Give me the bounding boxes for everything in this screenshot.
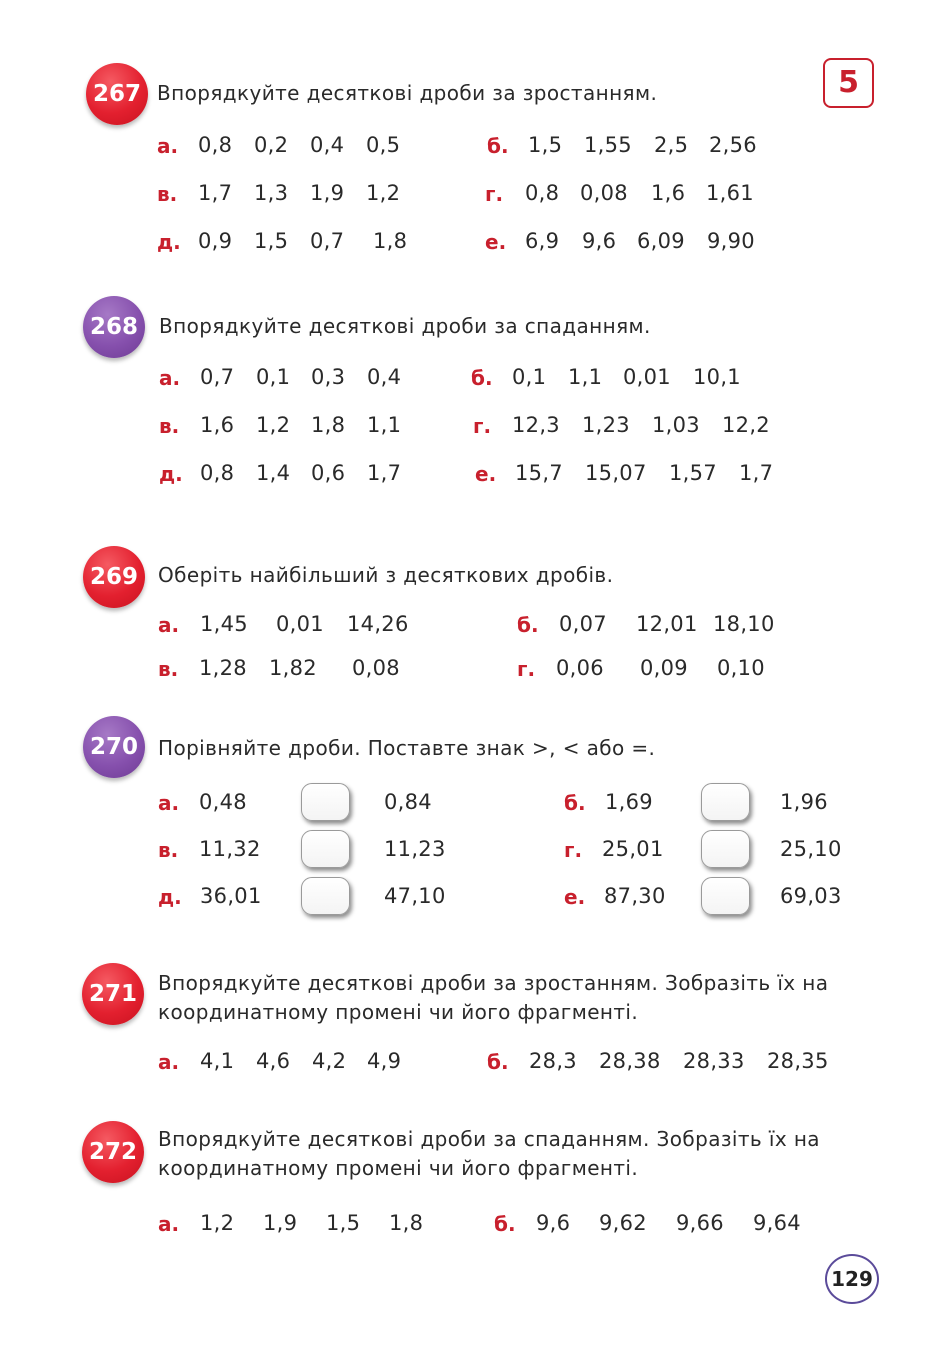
item-value: 1,55 — [584, 133, 632, 157]
comparison-sign-box[interactable] — [701, 877, 750, 915]
item-value: 1,5 — [254, 229, 289, 253]
item-value: 1,57 — [669, 461, 717, 485]
comparison-sign-box[interactable] — [301, 877, 350, 915]
item-value: 1,45 — [200, 612, 248, 636]
item-label: б. — [494, 1212, 516, 1236]
item-value: 12,2 — [722, 413, 770, 437]
item-value: 0,8 — [198, 133, 233, 157]
item-label: в. — [158, 657, 179, 681]
item-value: 0,4 — [310, 133, 345, 157]
item-value: 9,6 — [536, 1211, 571, 1235]
item-label: б. — [487, 1050, 509, 1074]
item-value: 1,2 — [366, 181, 401, 205]
compare-right-value: 25,10 — [780, 837, 842, 861]
item-value: 0,8 — [525, 181, 560, 205]
item-value: 1,2 — [200, 1211, 235, 1235]
item-value: 12,01 — [636, 612, 698, 636]
exercise-task-271-line1: Впорядкуйте десяткові дроби за зростанням. Зобразіть їх на — [158, 971, 829, 995]
item-value: 0,8 — [200, 461, 235, 485]
item-value: 10,1 — [693, 365, 741, 389]
exercise-number-272: 272 — [82, 1121, 144, 1183]
item-label: в. — [159, 414, 180, 438]
item-value: 1,8 — [373, 229, 408, 253]
item-value: 1,7 — [198, 181, 233, 205]
item-value: 0,7 — [200, 365, 235, 389]
item-value: 28,33 — [683, 1049, 745, 1073]
compare-left-value: 87,30 — [604, 884, 666, 908]
item-value: 6,9 — [525, 229, 560, 253]
exercise-number-267: 267 — [86, 63, 148, 125]
comparison-sign-box[interactable] — [701, 830, 750, 868]
exercise-task-268: Впорядкуйте десяткові дроби за спаданням. — [159, 314, 651, 338]
item-label: б. — [487, 134, 509, 158]
item-value: 1,1 — [568, 365, 603, 389]
item-value: 0,7 — [310, 229, 345, 253]
item-value: 15,07 — [585, 461, 647, 485]
item-value: 0,9 — [198, 229, 233, 253]
item-value: 1,82 — [269, 656, 317, 680]
item-value: 6,09 — [637, 229, 685, 253]
compare-right-value: 69,03 — [780, 884, 842, 908]
item-label: а. — [158, 1212, 180, 1236]
item-label: а. — [158, 791, 180, 815]
item-value: 1,9 — [263, 1211, 298, 1235]
item-value: 1,03 — [652, 413, 700, 437]
chapter-number: 5 — [823, 58, 874, 108]
item-value: 0,06 — [556, 656, 604, 680]
item-value: 0,2 — [254, 133, 289, 157]
item-value: 1,8 — [389, 1211, 424, 1235]
item-value: 18,10 — [713, 612, 775, 636]
item-label: г. — [485, 182, 504, 206]
item-label: е. — [564, 885, 586, 909]
item-value: 1,1 — [367, 413, 402, 437]
item-value: 0,08 — [352, 656, 400, 680]
compare-left-value: 11,32 — [199, 837, 261, 861]
item-label: д. — [159, 462, 183, 486]
item-label: в. — [158, 838, 179, 862]
item-label: б. — [517, 613, 539, 637]
compare-right-value: 1,96 — [780, 790, 828, 814]
exercise-number-270: 270 — [83, 716, 145, 778]
compare-left-value: 36,01 — [200, 884, 262, 908]
item-value: 0,07 — [559, 612, 607, 636]
item-value: 1,8 — [311, 413, 346, 437]
item-value: 1,61 — [706, 181, 754, 205]
item-value: 28,35 — [767, 1049, 829, 1073]
item-value: 0,01 — [276, 612, 324, 636]
compare-right-value: 0,84 — [384, 790, 432, 814]
item-value: 1,6 — [200, 413, 235, 437]
item-label: а. — [159, 366, 181, 390]
item-value: 14,26 — [347, 612, 409, 636]
item-value: 2,5 — [654, 133, 689, 157]
item-value: 0,3 — [311, 365, 346, 389]
item-value: 28,3 — [529, 1049, 577, 1073]
item-value: 0,5 — [366, 133, 401, 157]
item-value: 2,56 — [709, 133, 757, 157]
item-value: 0,1 — [256, 365, 291, 389]
exercise-number-269: 269 — [83, 546, 145, 608]
exercise-task-271-line2: координатному промені чи його фрагменті. — [158, 1000, 639, 1024]
comparison-sign-box[interactable] — [301, 830, 350, 868]
item-value: 28,38 — [599, 1049, 661, 1073]
item-value: 9,64 — [753, 1211, 801, 1235]
item-value: 15,7 — [515, 461, 563, 485]
item-value: 1,7 — [739, 461, 774, 485]
item-value: 1,2 — [256, 413, 291, 437]
item-value: 1,23 — [582, 413, 630, 437]
item-value: 1,6 — [651, 181, 686, 205]
item-value: 0,6 — [311, 461, 346, 485]
compare-left-value: 25,01 — [602, 837, 664, 861]
item-label: б. — [564, 791, 586, 815]
compare-right-value: 47,10 — [384, 884, 446, 908]
item-label: е. — [475, 462, 497, 486]
item-value: 1,3 — [254, 181, 289, 205]
item-value: 1,5 — [528, 133, 563, 157]
item-label: д. — [158, 885, 182, 909]
item-label: г. — [564, 838, 583, 862]
item-value: 1,28 — [199, 656, 247, 680]
item-label: в. — [157, 182, 178, 206]
item-label: а. — [157, 134, 179, 158]
comparison-sign-box[interactable] — [701, 783, 750, 821]
item-label: д. — [157, 230, 181, 254]
item-label: а. — [158, 613, 180, 637]
item-label: а. — [158, 1050, 180, 1074]
comparison-sign-box[interactable] — [301, 783, 350, 821]
item-label: г. — [517, 657, 536, 681]
item-value: 0,4 — [367, 365, 402, 389]
item-value: 0,10 — [717, 656, 765, 680]
item-value: 9,90 — [707, 229, 755, 253]
item-value: 1,4 — [256, 461, 291, 485]
compare-left-value: 1,69 — [605, 790, 653, 814]
exercise-number-268: 268 — [83, 296, 145, 358]
item-value: 4,6 — [256, 1049, 291, 1073]
exercise-task-270: Порівняйте дроби. Поставте знак >, < або =. — [158, 736, 656, 760]
exercise-number-271: 271 — [82, 963, 144, 1025]
item-value: 9,66 — [676, 1211, 724, 1235]
item-value: 0,08 — [580, 181, 628, 205]
item-label: б. — [471, 366, 493, 390]
item-label: г. — [473, 414, 492, 438]
compare-right-value: 11,23 — [384, 837, 446, 861]
item-value: 4,2 — [312, 1049, 347, 1073]
item-value: 1,7 — [367, 461, 402, 485]
item-value: 4,9 — [367, 1049, 402, 1073]
exercise-task-269: Оберіть найбільший з десяткових дробів. — [158, 563, 614, 587]
compare-left-value: 0,48 — [199, 790, 247, 814]
exercise-task-272-line1: Впорядкуйте десяткові дроби за спаданням. Зобразіть їх на — [158, 1127, 820, 1151]
item-value: 0,09 — [640, 656, 688, 680]
item-value: 0,1 — [512, 365, 547, 389]
item-value: 4,1 — [200, 1049, 235, 1073]
item-value: 12,3 — [512, 413, 560, 437]
page-number: 129 — [825, 1254, 879, 1304]
exercise-task-272-line2: координатному промені чи його фрагменті. — [158, 1156, 639, 1180]
exercise-task-267: Впорядкуйте десяткові дроби за зростанням. — [157, 81, 658, 105]
item-label: е. — [485, 230, 507, 254]
item-value: 1,5 — [326, 1211, 361, 1235]
item-value: 1,9 — [310, 181, 345, 205]
item-value: 0,01 — [623, 365, 671, 389]
item-value: 9,62 — [599, 1211, 647, 1235]
item-value: 9,6 — [582, 229, 617, 253]
